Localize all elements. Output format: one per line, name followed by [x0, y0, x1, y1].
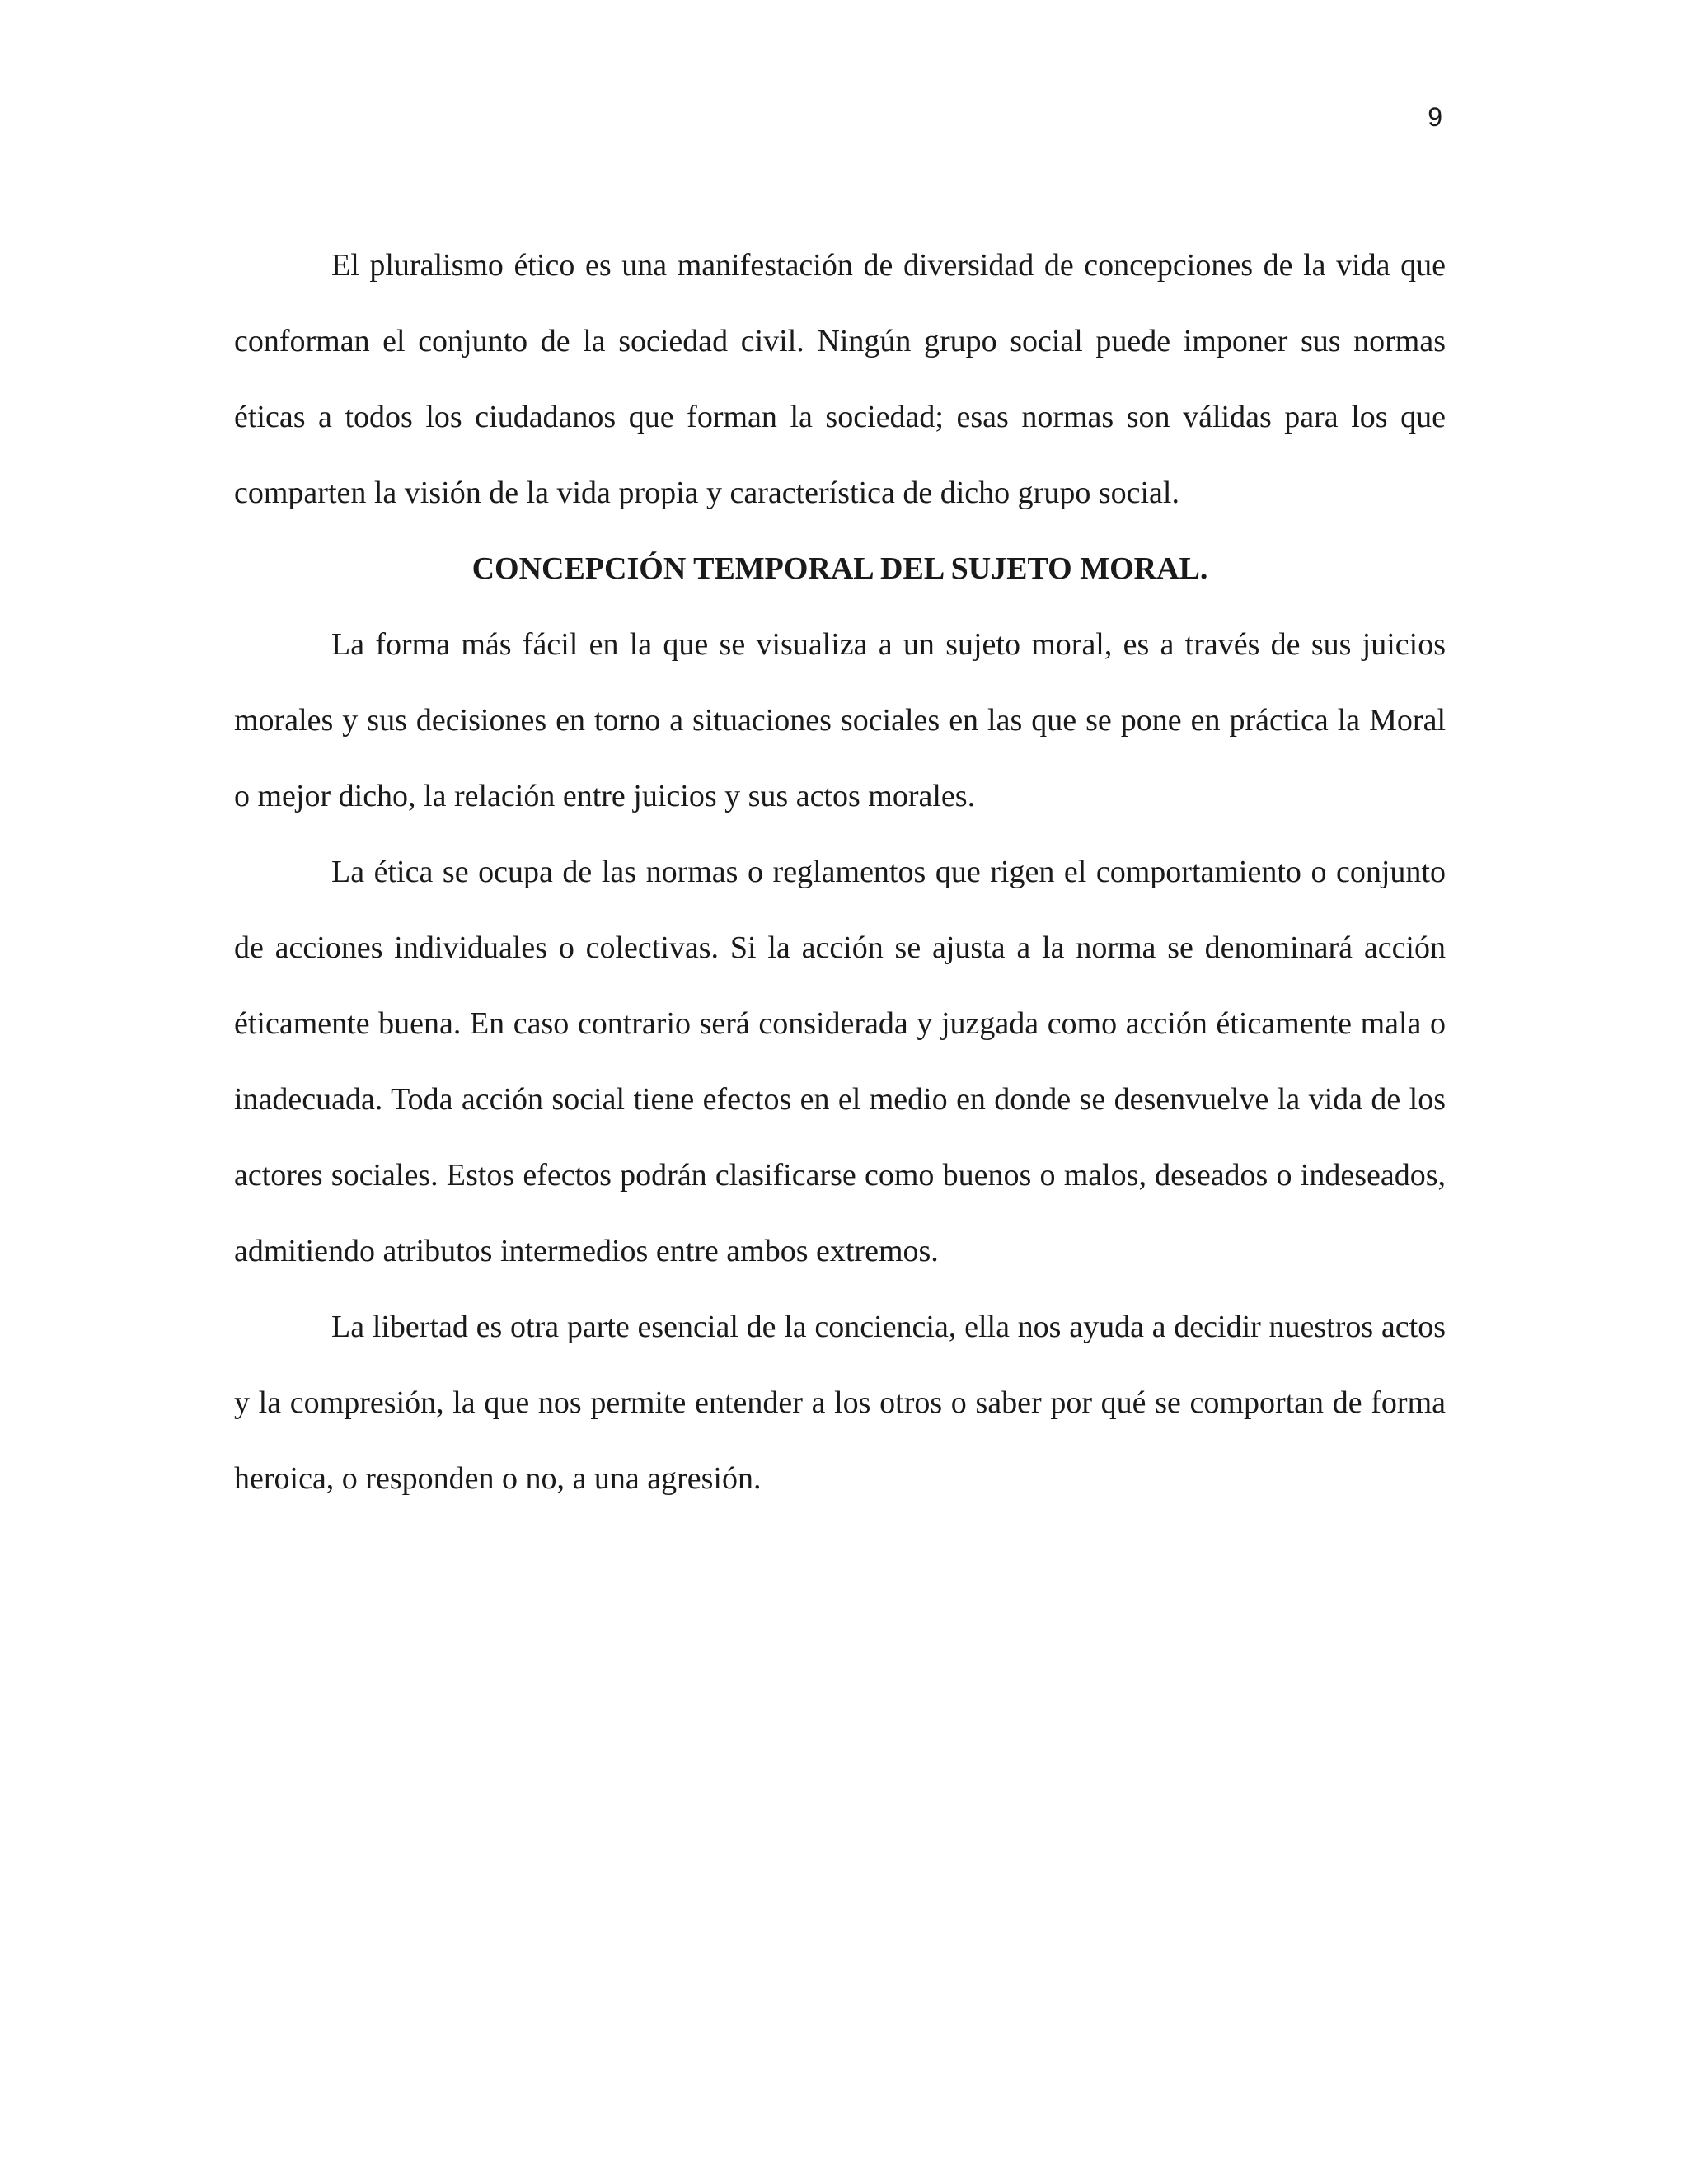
page-number: 9 — [1428, 102, 1442, 132]
paragraph-libertad: La libertad es otra parte esencial de la conciencia, ella nos ayuda a decidir nuestros actos y la compresión, la que nos permite entender a los otros o saber por qué se comportan de forma heroica, o responden o no, a una agresión. — [234, 1310, 1446, 1496]
paragraph-sujeto-moral: La forma más fácil en la que se visualiza a un sujeto moral, es a través de sus juicios morales y sus decisiones en torno a situaciones sociales en las que se pone en práctica la Moral o mejor dicho, la relación entre juicios y sus actos morales. — [234, 627, 1446, 813]
section-heading: CONCEPCIÓN TEMPORAL DEL SUJETO MORAL. — [471, 551, 1208, 586]
document-body — [234, 227, 1446, 1516]
paragraph-pluralismo: El pluralismo ético es una manifestación de diversidad de concepciones de la vida que conforman el conjunto de la sociedad civil. Ningún grupo social puede imponer sus normas éticas a todos los ciudadanos que forman la sociedad; esas normas son válidas para los que comparten la visión de la vida propia y característica de dicho grupo social. — [234, 248, 1446, 510]
paragraph-etica: La ética se ocupa de las normas o reglamentos que rigen el comportamiento o conjunto de acciones individuales o colectivas. Si la acción se ajusta a la norma se denominará acción éticamente buena. En caso contrario será considerada y juzgada como acción éticamente mala o inadecuada. Toda acción social tiene efectos en el medio en donde se desenvuelve la vida de los actores sociales. Estos efectos podrán clasificarse como buenos o malos, deseados o indeseados, admitiendo atributos intermedios entre ambos extremos. — [234, 855, 1446, 1268]
